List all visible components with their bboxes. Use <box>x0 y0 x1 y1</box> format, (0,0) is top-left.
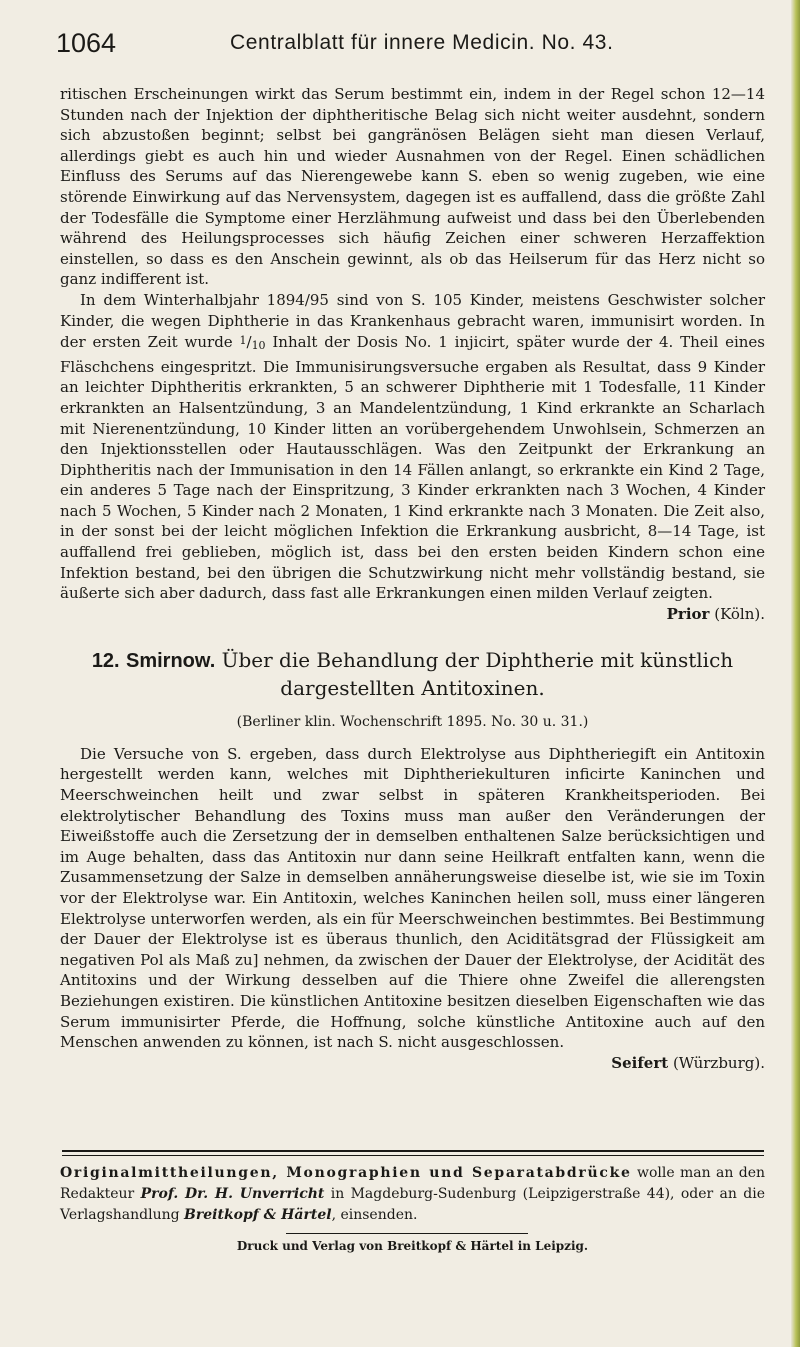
article-number: 12. <box>91 649 120 672</box>
signature-place: (Köln). <box>714 604 765 623</box>
article-signature <box>60 1053 765 1074</box>
running-head: Centralblatt für innere Medicin. No. 43. <box>230 31 614 54</box>
paragraph-2-end: Inhalt der Dosis No. 1 injicirt, später wurde der 4. Theil eines Fläschchens eingespritzt. Die Immunisirungsversuche ergaben als Resultat, dass 9 Kinder an leichter Diphtheritis erkrankten, 5 an schwerer Diphtherie mit 1 Todesfalle, 11 Kinder erkrankten an Halsentzündung, 3 an Mandelentzündung, 1 Kind erkrankte an Scharlach mit Nierenentzündung, 10 Kinder litten an vorübergehendem Unwohlsein, Schmerzen an den Injektionsstellen oder Hautausschlägen. Was den Zeitpunkt der Erkrankung an Diphtheritis nach der Immunisation in den 14 Fällen anlangt, so erkrankte ein Kind 2 Tage, ein anderes 5 Tage nach der Einspritzung, 3 Kinder erkrankten nach 3 Wochen, 4 Kinder nach 5 Wochen, 5 Kinder nach 2 Monaten, 1 Kind erkrankte nach 3 Monaten. Die Zeit also, in der sonst bei der leicht möglichen Infektion die Erkrankung ausbricht, 8—14 Tage, ist auffallend frei geblieben, möglich ist, dass bei den ersten beiden Kindern schon eine Infektion bestand, bei den übrigen die Schutzwirkung nicht mehr vollständig bestand, sie äußerte sich aber dadurch, dass fast alle Erkrankungen einen milden Verlauf zeigten. <box>60 333 765 603</box>
divider-thick <box>62 1150 764 1152</box>
signature-name: Seifert <box>611 1053 669 1072</box>
signature-name: Prior <box>666 604 710 623</box>
paragraph-2-start: In dem Winterhalbjahr 1894/95 sind von S. 105 Kinder, meistens Geschwister solcher Kinder, die wegen Diphtherie in das Krankenhaus gebracht waren, immunisirt worden. In der ersten Zeit wurde <box>60 290 765 352</box>
editorial-notice <box>60 1163 765 1226</box>
main-text <box>60 84 765 1074</box>
divider-short <box>286 1233 528 1234</box>
article-author: Smirnow. <box>125 649 216 672</box>
notice-text-2: in Magdeburg-Sudenburg (Leipzigerstraße 44), oder an die Verlagshandlung <box>60 1186 765 1223</box>
article-source: (Berliner klin. Wochenschrift 1895. No. 30 u. 31.) <box>236 713 589 730</box>
editor-name: Prof. Dr. H. Unverricht <box>140 1186 325 1202</box>
article-heading <box>60 647 765 702</box>
page-number: 1064 <box>56 28 117 58</box>
notice-text-1: wolle man an den Redakteur <box>60 1165 765 1202</box>
divider-thin <box>62 1155 764 1156</box>
previous-article-paragraph-1: ritischen Erscheinungen wirkt das Serum bestimmt ein, indem in der Regel schon 12—14 Stunden nach der Injektion der diphtheritische Belag sich nicht weiter ausdehnt, sondern sich abzustoßen beginnt; selbst bei gangränösen Belägen sieht man diesen Verlauf, allerdings giebt es auch hin und wieder Ausnahmen von der Regel. Einen schädlichen Einfluss des Serums auf das Nierengewebe kann S. eben so wenig zugeben, wie eine störende Einwirkung auf das Nervensystem, dagegen ist es auffallend, dass die größte Zahl der Todesfälle die Symptome einer Herzlähmung aufweist und dass bei den Überlebenden während des Heilungsprocesses sich häufig Zeichen einer schweren Herzaffektion einstellen, so dass es den Anschein gewinnt, als ob das Heilserum für das Herz nicht so ganz indifferent ist. <box>60 85 765 289</box>
article-body: Die Versuche von S. ergeben, dass durch Elektrolyse aus Diphtheriegift ein Antitoxin hergestellt werden kann, welches mit Diphtheriekulturen inficirte Kaninchen und Meerschweinchen heilt und zwar selbst in späteren Krankheitsperioden. Bei elektrolytischer Behandlung des Toxins muss man außer den Veränderungen der Eiweißstoffe auch die Zersetzung der in demselben enthaltenen Salze berücksichtigen und im Auge behalten, dass das Antitoxin nur dann seine Heilkraft entfalten kann, wenn die Zusammensetzung der Salze in demselben annäherungsweise dieselbe ist, wie sie im Toxin vor der Elektrolyse war. Ein Antitoxin, welches Kaninchen heilen soll, muss einer längeren Elektrolyse unterworfen werden, als ein für Meerschweinchen bestimmtes. Bei Bestimmung der Dauer der Elektrolyse ist es überaus thunlich, den Aciditätsgrad der Flüssigkeit am negativen Pol als Maß zu] nehmen, da zwischen der Dauer der Elektrolyse, der Acidität des Antitoxins und der Wirkung desselben auf die Thiere ohne Zweifel die allerengsten Beziehungen existiren. Die künstlichen Antitoxine besitzen dieselben Eigenschaften wie das Serum immunisirter Pferde, die Hoffnung, solche künstliche Antitoxine auch auf den Menschen anwenden zu können, ist nach S. nicht ausgeschlossen. <box>60 744 765 1052</box>
page-header <box>56 26 764 68</box>
signature-place: (Würzburg). <box>672 1053 765 1072</box>
previous-article-signature <box>60 604 765 625</box>
page-edge <box>791 0 800 1347</box>
previous-article-paragraph-2: In dem Winterhalbjahr 1894/95 sind von S. 105 Kinder, meistens Geschwister solcher Kinder, die wegen Diphtherie in das Krankenhaus gebracht waren, immunisirt worden. In der ersten Zeit wurde $^1$/10 Inhalt der Dosis No. 1 injicirt, später wurde der 4. Theil eines Fläschchens eingespritzt. Die Immunisirungsversuche ergaben als Resultat, dass 9 Kinder an leichter Diphtheritis erkrankten, 5 an schwerer Diphtherie mit 1 Todesfalle, 11 Kinder erkrankten an Halsentzündung, 3 an Mandelentzündung, 1 Kind erkrankte an Scharlach mit Nierenentzündung, 10 Kinder litten an vorübergehendem Unwohlsein, Schmerzen an den Injektionsstellen oder Hautausschlägen. Was den Zeitpunkt der Erkrankung an Diphtheritis nach der Immunisation in den 14 Fällen anlangt, so erkrankte ein Kind 2 Tage, ein anderes 5 Tage nach der Einspritzung, 3 Kinder erkrankten nach 3 Wochen, 4 Kinder nach 5 Wochen, 5 Kinder nach 2 Monaten, 1 Kind erkrankte nach 3 Monaten. Die Zeit also, in der sonst bei der leicht möglichen Infektion die Erkrankung ausbricht, 8—14 Tage, ist auffallend frei geblieben, möglich ist, dass bei den ersten beiden Kindern schon eine Infektion bestand, bei den übrigen die Schutzwirkung nicht mehr vollständig bestand, sie äußerte sich aber dadurch, dass fast alle Erkrankungen einen milden Verlauf zeigten. <box>60 290 765 603</box>
fraction-denominator: 10 <box>251 339 266 353</box>
printer-imprint: Druck und Verlag von Breitkopf & Härtel in Leipzig. <box>236 1239 589 1253</box>
notice-text-3: , einsenden. <box>331 1207 418 1223</box>
notice-heading: Originalmittheilungen, Monographien und Separatabdrücke <box>60 1165 632 1181</box>
publisher-name: Breitkopf & Härtel <box>184 1207 332 1223</box>
article-title: Über die Behandlung der Diphtherie mit künstlich dargestellten Antitoxinen. <box>221 647 734 700</box>
fraction-numerator: 1 <box>239 334 247 348</box>
